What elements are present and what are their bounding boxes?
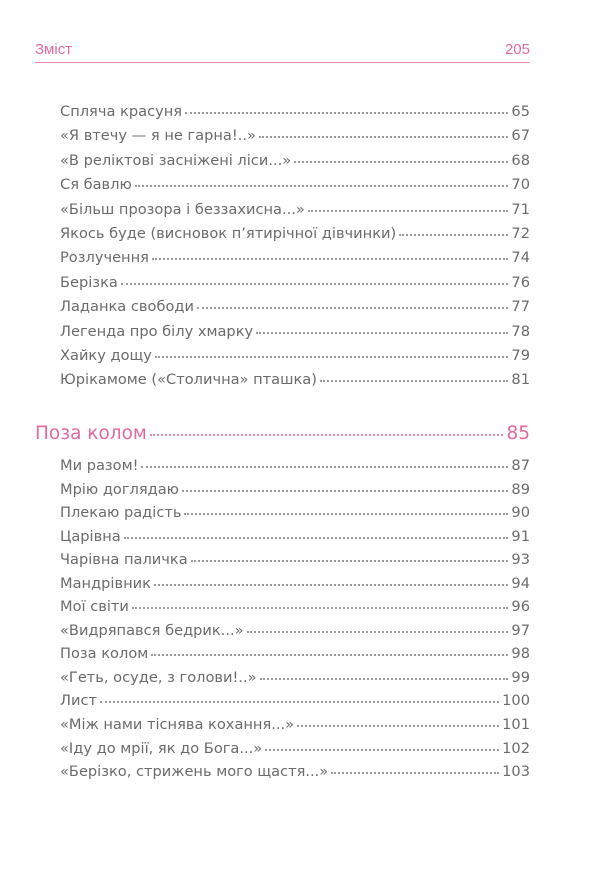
dot-leader	[121, 272, 509, 287]
toc-entry[interactable]	[60, 295, 530, 319]
dot-leader	[124, 526, 509, 541]
toc-entry-page-number: 94	[511, 574, 530, 592]
toc-entry-title: Розлучення	[60, 249, 149, 267]
toc-entry-title: Хайку дощу	[60, 346, 152, 364]
toc-entry-title: Ми разом!	[60, 457, 139, 474]
toc-entry-title: Плекаю радість	[60, 504, 182, 522]
dot-leader	[294, 150, 508, 165]
toc-entry-page-number: 102	[502, 739, 530, 757]
toc-entry-page-number: 72	[511, 224, 530, 242]
toc-entry-title: Мої світи	[60, 598, 129, 616]
toc-entry[interactable]	[60, 478, 530, 502]
toc-entry-title: «Видряпався бедрик...»	[60, 621, 244, 639]
toc-entry-page-number: 77	[511, 298, 530, 316]
toc-entry-page-number: 91	[511, 527, 530, 545]
toc-entry-page-number: 99	[511, 668, 530, 686]
dot-leader	[185, 101, 508, 116]
toc-entry[interactable]	[60, 454, 530, 478]
running-head-title: Зміст	[35, 41, 73, 58]
toc-entry-page-number: 71	[511, 200, 530, 218]
toc-entry[interactable]	[60, 271, 530, 295]
toc-entry-page-number: 70	[511, 176, 530, 194]
toc-entry-title: Берізка	[60, 273, 118, 291]
toc-entry-page-number: 79	[511, 346, 530, 364]
toc-entry-title: Царівна	[60, 527, 121, 545]
toc-entry[interactable]	[60, 760, 530, 784]
dot-leader	[191, 550, 509, 565]
toc-entry[interactable]	[60, 149, 530, 173]
toc-entry-title: Юрікамоме («Столична» пташка)	[60, 371, 317, 389]
toc-entry-page-number: 67	[511, 127, 530, 145]
dot-leader	[320, 370, 509, 385]
toc-entry[interactable]	[60, 713, 530, 737]
toc-entry-page-number: 68	[511, 151, 530, 169]
toc-entry[interactable]	[60, 344, 530, 368]
dot-leader	[265, 738, 499, 753]
page-header	[35, 38, 530, 63]
toc-entry-page-number: 87	[511, 457, 530, 474]
toc-entry-page-number: 97	[511, 621, 530, 639]
toc-entry-page-number: 101	[502, 716, 530, 734]
dot-leader	[152, 248, 509, 263]
toc-entry-page-number: 81	[511, 371, 530, 389]
dot-leader	[154, 573, 508, 588]
toc-entry[interactable]	[60, 501, 530, 525]
toc-entry-title: Мрію доглядаю	[60, 480, 179, 498]
toc-entry[interactable]	[60, 320, 530, 344]
toc-entry[interactable]	[60, 642, 530, 666]
toc-entry[interactable]	[60, 595, 530, 619]
dot-leader	[184, 503, 508, 518]
toc-entry-title: Спляча красуня	[60, 103, 183, 120]
toc-entry-page-number: 98	[511, 645, 530, 663]
toc-entry[interactable]	[60, 124, 530, 148]
toc-entry-title: Ладанка свободи	[60, 298, 194, 316]
section-page-number: 85	[506, 422, 530, 444]
toc-entry-title: «Геть, осуде, з голови!..»	[60, 668, 257, 686]
dot-leader	[247, 620, 509, 635]
toc-entry-title: Поза колом	[60, 645, 149, 663]
toc-entry-page-number: 103	[502, 763, 530, 781]
running-head-page-number: 205	[504, 41, 530, 58]
dot-leader	[100, 691, 499, 706]
dot-leader	[399, 223, 508, 238]
toc-entry[interactable]	[60, 222, 530, 246]
toc-entry-title: «Більш прозора і беззахисна...»	[60, 200, 305, 218]
toc-entry-title: «Я втечу — я не гарна!..»	[60, 127, 256, 145]
toc-entry[interactable]	[60, 100, 530, 124]
toc-entry-title: «Іду до мрії, як до Бога...»	[60, 739, 263, 757]
dot-leader	[141, 455, 508, 470]
toc-entry[interactable]	[60, 572, 530, 596]
toc-entry[interactable]	[60, 548, 530, 572]
toc-entry-title: Якось буде (висновок п’ятирічної дівчинки)	[60, 224, 397, 242]
dot-leader	[297, 714, 499, 729]
toc-entry[interactable]	[60, 619, 530, 643]
dot-leader	[331, 762, 499, 777]
toc-section-heading[interactable]	[35, 420, 530, 447]
toc-entry-page-number: 76	[511, 273, 530, 291]
toc-entry[interactable]	[60, 368, 530, 392]
dot-leader	[197, 297, 508, 312]
toc-entry[interactable]	[60, 737, 530, 761]
toc-entry[interactable]	[60, 198, 530, 222]
toc-entry-title: Ся бавлю	[60, 176, 132, 194]
toc-entry-page-number: 89	[511, 480, 530, 498]
dot-leader	[135, 175, 509, 190]
toc-entry-page-number: 65	[511, 103, 530, 120]
dot-leader	[155, 345, 509, 360]
toc-entry-page-number: 96	[511, 598, 530, 616]
toc-entry-page-number: 93	[511, 551, 530, 569]
toc-entry-title: «Між нами тіснява кохання...»	[60, 716, 295, 734]
toc-entry-title: Мандрівник	[60, 574, 151, 592]
toc-entry-title: «Берізко, стрижень мого щастя...»	[60, 763, 329, 781]
toc-list-after	[60, 454, 530, 784]
toc-list-before	[60, 100, 530, 393]
dot-leader	[256, 321, 508, 336]
toc-entry[interactable]	[60, 666, 530, 690]
toc-entry[interactable]	[60, 246, 530, 270]
toc-entry-page-number: 78	[511, 322, 530, 340]
toc-entry[interactable]	[60, 689, 530, 713]
toc-entry-title: «В реліктові засніжені ліси...»	[60, 151, 292, 169]
dot-leader	[182, 479, 508, 494]
section-title: Поза колом	[35, 422, 147, 444]
toc-entry-page-number: 100	[502, 692, 530, 710]
dot-leader	[259, 126, 509, 141]
toc-entry-title: Легенда про білу хмарку	[60, 322, 254, 340]
toc-entry-title: Чарівна паличка	[60, 551, 188, 569]
toc-entry[interactable]	[60, 173, 530, 197]
toc-entry-page-number: 90	[511, 504, 530, 522]
toc-entry[interactable]	[60, 525, 530, 549]
dot-leader	[151, 644, 508, 659]
toc-entry-page-number: 74	[511, 249, 530, 267]
dot-leader	[260, 667, 509, 682]
toc-entry-title: Лист	[60, 692, 97, 710]
dot-leader	[308, 199, 509, 214]
dot-leader	[132, 597, 509, 612]
dot-leader	[150, 420, 504, 439]
